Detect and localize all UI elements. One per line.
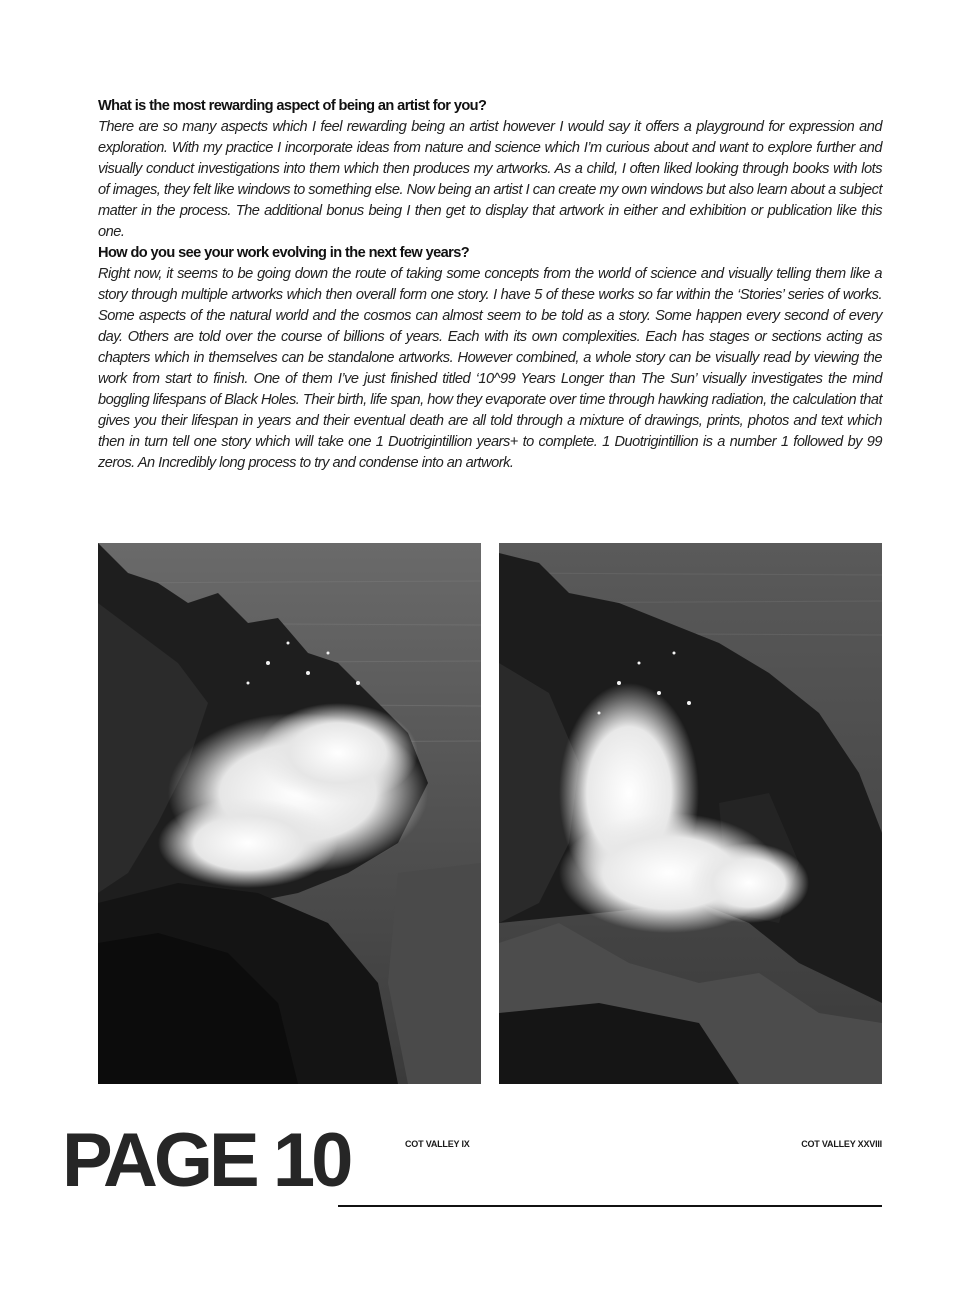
wave-rocks-image-left <box>98 543 481 1084</box>
wave-rocks-image-right <box>499 543 882 1084</box>
answer-evolving: Right now, it seems to be going down the route of taking some concepts from the world of science and visually telling them like a story through multiple artworks which then overall form one story. I have 5 of these works so far within the ‘Stories’ series of works. Some aspects of the natural world and the cosmos can almost seem to be told as a story. Some happen every second of every day. Others are told over the course of billions of years. Each with its own complexities. Each has stages or sections acting as chapters which in themselves can be standalone artworks. However combined, a whole story can be visually read by viewing the work from start to finish. One of them I’ve just finished titled ‘10^99 Years Longer than The Sun’ visually investigates the mind boggling lifespans of Black Holes. Their birth, life span, how they evaporate over time through hawking radiation, the calculation that gives you their lifespan in years and their eventual death are all told through a mixture of drawings, prints, photos and text which then in turn tell one story which will take one 1 Duotrigintillion years+ to complete. 1 Duotrigintillion is a number 1 followed by 99 zeros. An Incredibly long process to try and condense into an artwork. <box>98 266 882 471</box>
interview-text <box>98 96 882 474</box>
question-rewarding: What is the most rewarding aspect of being an artist for you? <box>98 98 487 114</box>
photo-cot-valley-xxviii <box>499 543 882 1084</box>
caption-left-photo: COT VALLEY IX <box>405 1139 470 1149</box>
footer-divider <box>338 1205 882 1207</box>
page-number: PAGE 10 <box>62 1118 350 1203</box>
caption-right-photo: COT VALLEY XXVIII <box>801 1139 882 1149</box>
question-evolving: How do you see your work evolving in the next few years? <box>98 245 470 261</box>
answer-rewarding: There are so many aspects which I feel rewarding being an artist however I would say it offers a playground for expression and exploration. With my practice I incorporate ideas from nature and science which I’m curious about and want to explore further and visually conduct investigations into them which then produces my artworks. As a child, I often liked looking through books with lots of images, they felt like windows to something else. Now being an artist I can create my own windows but also learn about a subject matter in the process. The additional bonus being I then get to display that artwork in either and exhibition or publication like this one. <box>98 119 882 240</box>
photo-cot-valley-ix <box>98 543 481 1084</box>
